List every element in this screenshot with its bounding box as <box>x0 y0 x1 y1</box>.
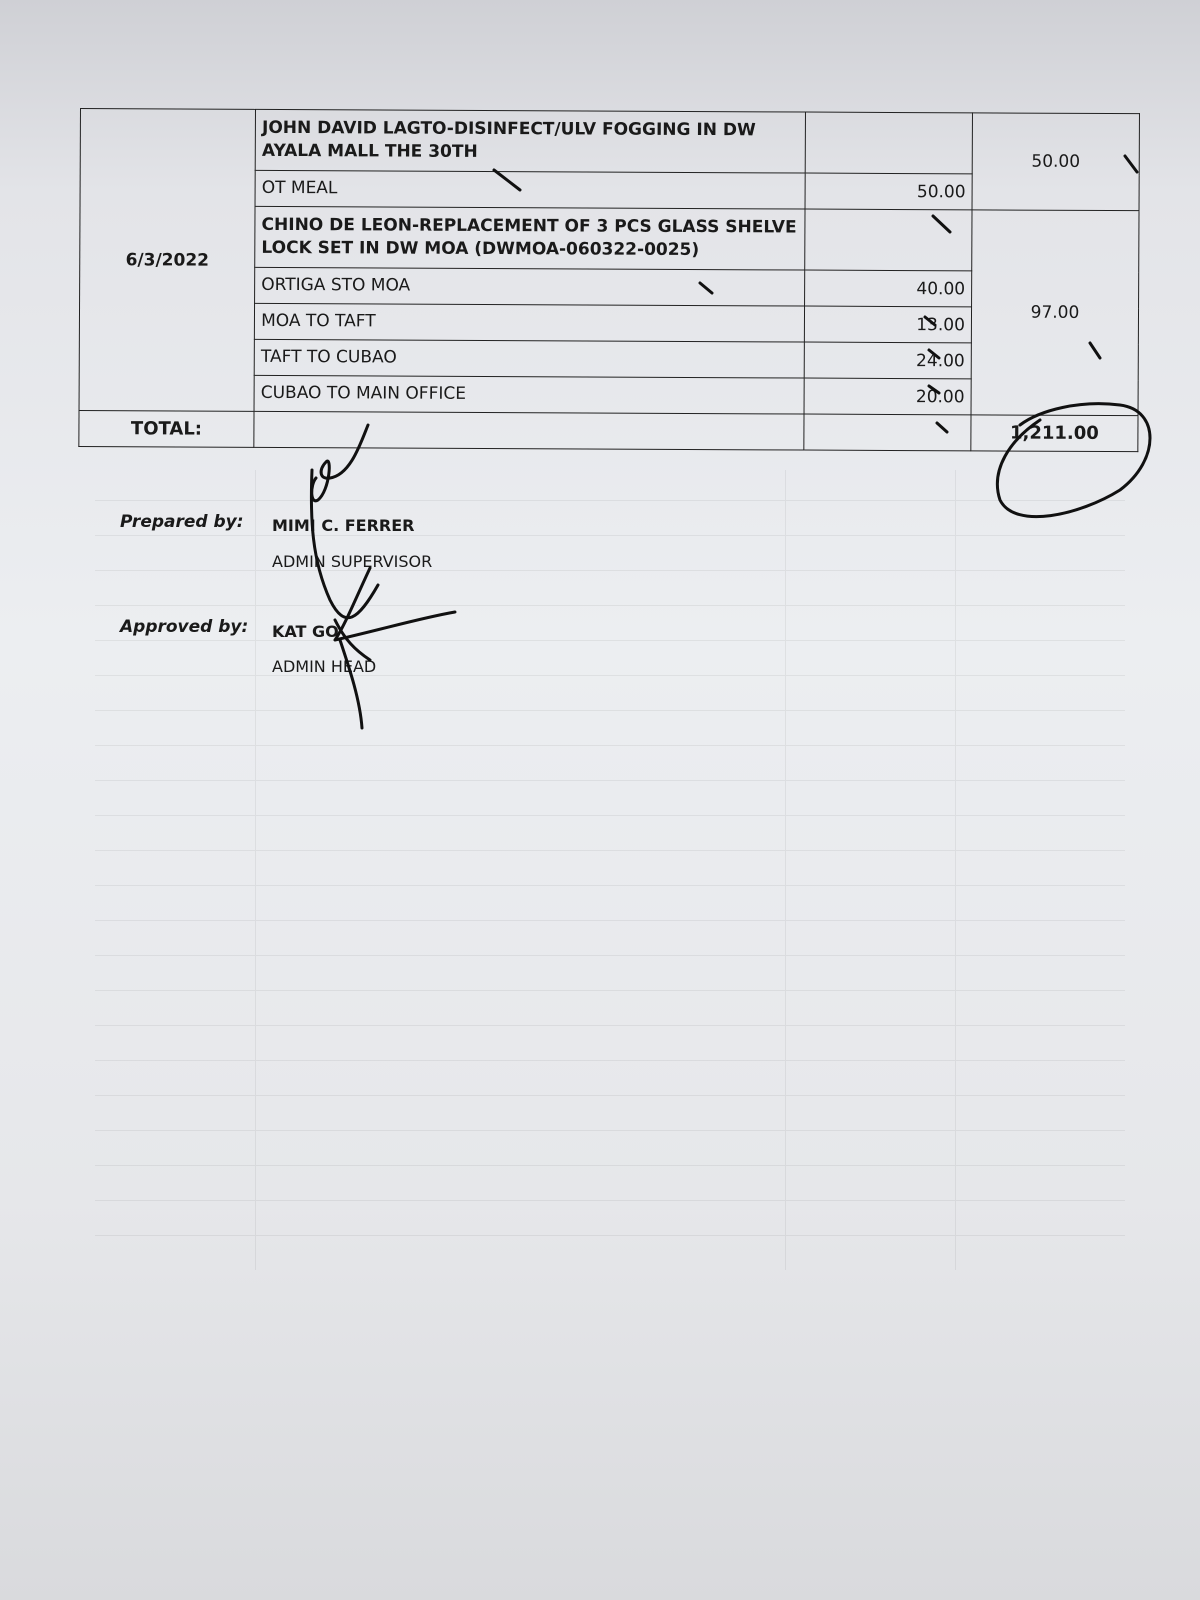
prepared-by-title: ADMIN SUPERVISOR <box>272 552 433 571</box>
approved-by-title: ADMIN HEAD <box>272 657 377 676</box>
table-row <box>80 109 1139 175</box>
row-amount: 20.00 <box>804 378 971 415</box>
empty-cell <box>254 411 804 450</box>
expense-sheet <box>78 108 1140 452</box>
row-description: ORTIGA STO MOA <box>255 267 805 306</box>
empty-cell <box>804 414 971 451</box>
signature-icon <box>335 568 455 640</box>
grand-total: 1,211.00 <box>971 415 1138 452</box>
row-description: JOHN DAVID LAGTO-DISINFECT/ULV FOGGING IN DW AYALA MALL THE 30TH <box>255 109 805 173</box>
expense-table <box>78 108 1140 452</box>
total-row <box>79 410 1138 451</box>
signature-icon <box>340 640 362 728</box>
signature-icon <box>335 620 370 660</box>
row-amount: 24.00 <box>804 342 971 379</box>
subtotal-cell: 50.00 <box>972 113 1139 211</box>
row-description: MOA TO TAFT <box>255 303 805 342</box>
row-amount <box>805 112 972 174</box>
subtotal-cell: 97.00 <box>971 210 1139 416</box>
prepared-by-name: MIMI C. FERRER <box>272 516 415 535</box>
row-description: CUBAO TO MAIN OFFICE <box>254 375 804 414</box>
row-description: TAFT TO CUBAO <box>254 339 804 378</box>
prepared-by-label: Prepared by: <box>120 512 244 532</box>
approved-by-name: KAT GO <box>272 622 339 641</box>
date-cell: 6/3/2022 <box>79 109 256 412</box>
row-description: OT MEAL <box>255 170 805 209</box>
row-amount: 50.00 <box>805 173 972 210</box>
row-description: CHINO DE LEON-REPLACEMENT OF 3 PCS GLASS SHELVE LOCK SET IN DW MOA (DWMOA-060322-0025) <box>255 206 805 270</box>
approved-by-label: Approved by: <box>120 617 249 637</box>
total-label: TOTAL: <box>79 410 254 447</box>
signature-icon <box>311 470 378 618</box>
row-amount: 13.00 <box>804 306 971 343</box>
row-amount: 40.00 <box>805 270 972 307</box>
row-amount <box>805 209 972 271</box>
show-through-back-page <box>95 470 1125 1270</box>
